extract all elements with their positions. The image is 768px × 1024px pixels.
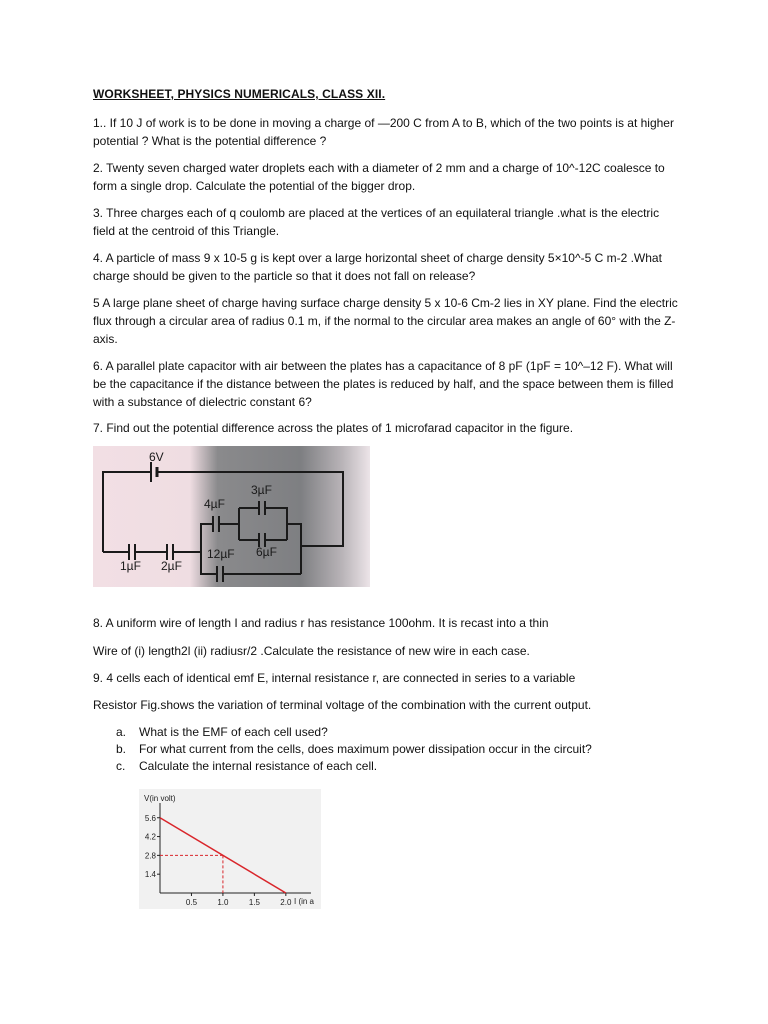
- x-tick-label: 2.0: [280, 898, 292, 907]
- subpart-letter: b.: [116, 742, 127, 756]
- circuit-figure: [93, 446, 370, 587]
- question-5: 5 A large plane sheet of charge having surface charge density 5 x 10-6 Cm-2 lies in XY plane. Find the electric flux through a circular area of radius 0.1 m, if the normal to the circular area makes an angle of 60° with the Z-axis.: [93, 296, 678, 346]
- y-tick-label: 4.2: [144, 832, 156, 842]
- y-axis-label: V(in volt): [144, 794, 176, 803]
- y-tick-label: 1.4: [144, 870, 156, 880]
- y-tick-label: 5.6: [144, 813, 156, 823]
- capacitor-1uf-label: 1µF: [120, 559, 141, 573]
- subpart-text: What is the EMF of each cell used?: [139, 725, 328, 739]
- battery-label: 6V: [149, 450, 164, 464]
- question-9-line-1: 9. 4 cells each of identical emf E, internal resistance r, are connected in series to a variable: [93, 671, 576, 685]
- question-3: 3. Three charges each of q coulomb are placed at the vertices of an equilateral triangle .what is the electric field at the centroid of this Triangle.: [93, 206, 660, 238]
- question-1: 1.. If 10 J of work is to be done in moving a charge of —200 C from A to B, which of the two points is at higher potential ? What is the potential difference ?: [93, 116, 674, 148]
- chart-axes: [160, 803, 311, 893]
- question-8-line-2: Wire of (i) length2l (ii) radiusr/2 .Calculate the resistance of new wire in each case.: [93, 644, 530, 658]
- subpart-text: For what current from the cells, does maximum power dissipation occur in the circuit?: [139, 742, 592, 756]
- capacitor-12uf-label: 12µF: [207, 547, 235, 561]
- x-tick-label: 1.0: [217, 898, 229, 907]
- capacitor-3uf-label: 3µF: [251, 483, 272, 497]
- worksheet-title: WORKSHEET, PHYSICS NUMERICALS, CLASS XII.: [93, 87, 386, 101]
- subpart-text: Calculate the internal resistance of each cell.: [139, 759, 378, 773]
- capacitor-4uf-label: 4µF: [204, 497, 225, 511]
- question-9-line-2: Resistor Fig.shows the variation of terminal voltage of the combination with the current output.: [93, 698, 592, 712]
- vi-graph: [139, 789, 321, 909]
- question-8-line-1: 8. A uniform wire of length I and radius r has resistance 100ohm. It is recast into a thin: [93, 616, 549, 630]
- x-axis-label: I (in a: [294, 897, 315, 906]
- subpart-letter: a.: [116, 725, 127, 739]
- question-4: 4. A particle of mass 9 x 10-5 g is kept over a large horizontal sheet of charge density 5×10^-5 C m-2 .What charge should be given to the particle so that it does not fall on release?: [93, 251, 662, 283]
- circuit-diagram: [93, 446, 370, 587]
- question-2: 2. Twenty seven charged water droplets each with a diameter of 2 mm and a charge of 10^-12C coalesce to form a single drop. Calculate the potential of the bigger drop.: [93, 161, 665, 193]
- subpart-letter: c.: [116, 759, 126, 773]
- chart-marks: [160, 818, 286, 893]
- question-7: 7. Find out the potential difference across the plates of 1 microfarad capacitor in the figure.: [93, 421, 574, 435]
- x-tick-label: 1.5: [248, 898, 260, 907]
- y-tick-label: 2.8: [144, 851, 156, 861]
- x-tick-label: 0.5: [185, 898, 198, 907]
- capacitor-6uf-label: 6µF: [256, 545, 277, 559]
- question-6: 6. A parallel plate capacitor with air between the plates has a capacitance of 8 pF (1pF = 10^–12 F). What will be the capacitance if the distance between the plates is reduced by half, and the space between them is filled with a substance of dielectric constant 6?: [93, 359, 674, 409]
- capacitor-2uf-label: 2µF: [161, 559, 182, 573]
- vi-graph-figure: [139, 789, 321, 909]
